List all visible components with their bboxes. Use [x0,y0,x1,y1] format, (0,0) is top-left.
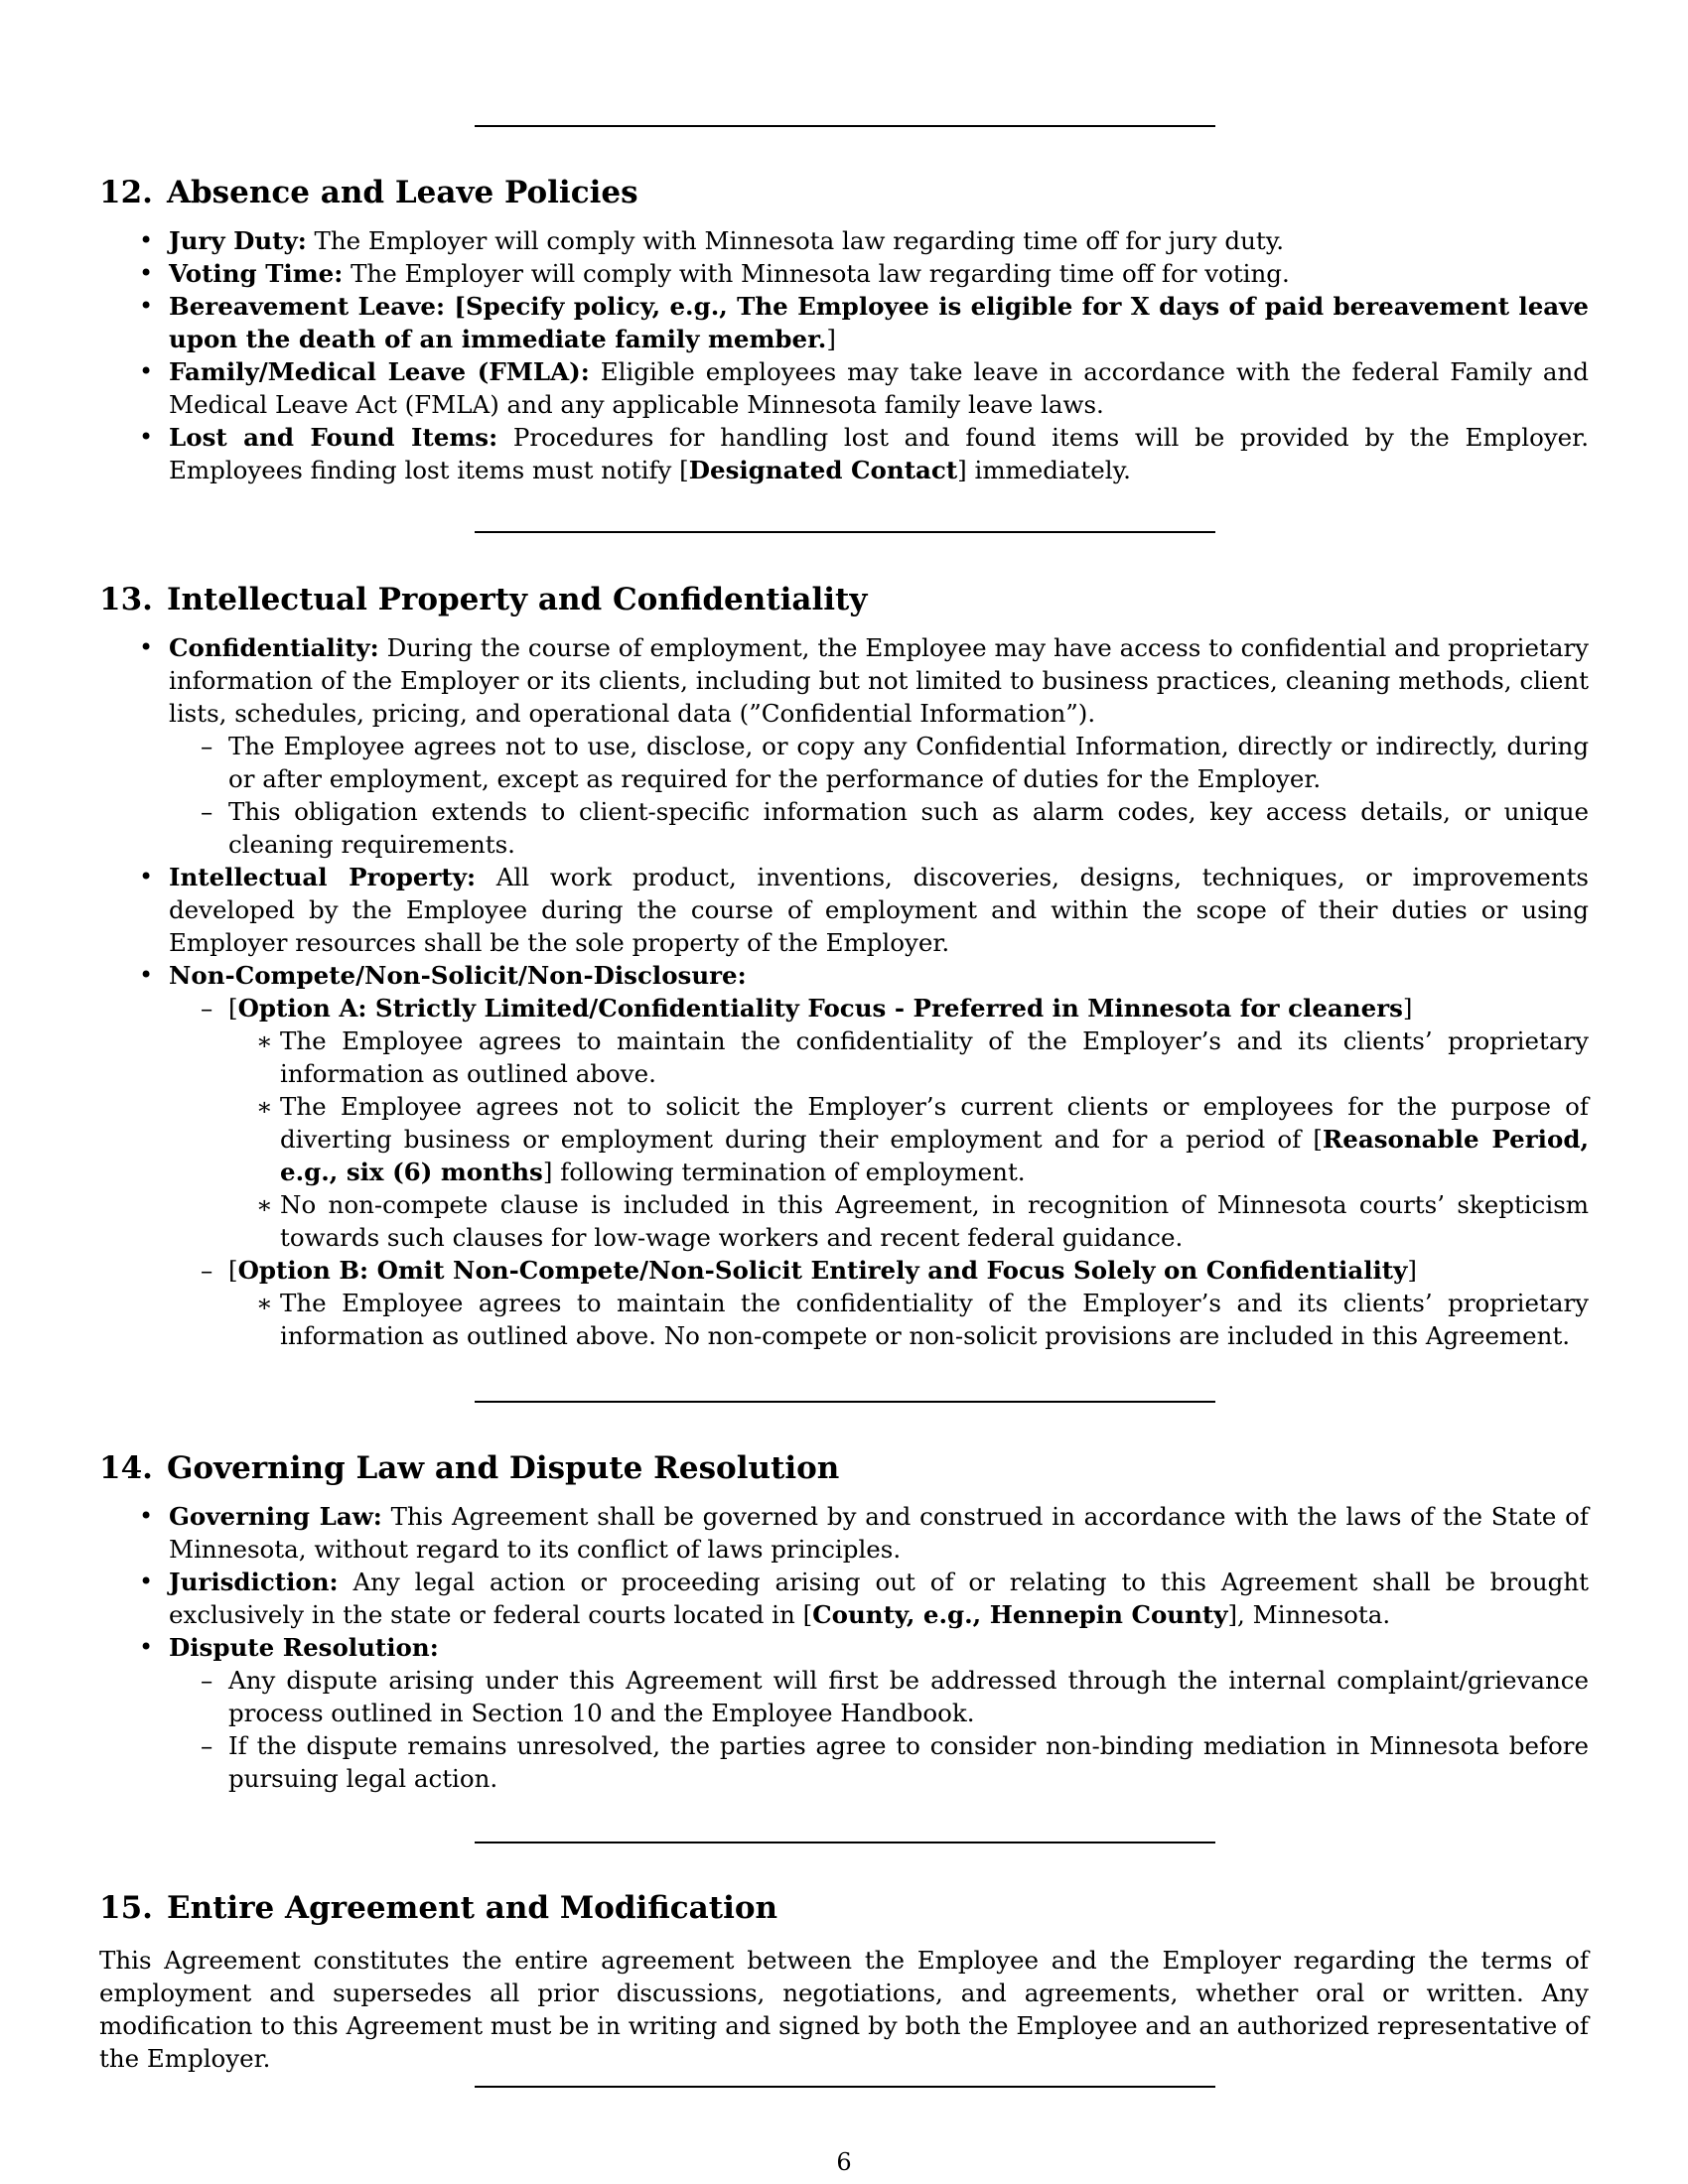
section-heading [99,1448,1589,1488]
placeholder-bold: County, e.g., Hennepin County [812,1600,1228,1629]
star-marker: ∗ [256,1026,273,1055]
item-text: This Agreement shall be governed by and construed in accordance with the laws of the State of Minnesota, without regard to its conflict of laws principles. [169,1502,1589,1564]
item-label: Family/Medical Leave (FMLA): [169,357,590,386]
star-marker: ∗ [256,1289,273,1317]
section-number: 12. [99,175,153,210]
section-14 [99,1448,1589,1795]
item-text: During the course of employment, the Employee may have access to confidential and proprietary information of the Employer or its clients, including but not limited to business practices, cleaning methods, client lists, schedules, pricing, and operational data (”Confidential Information”). [169,633,1589,728]
section-12 [99,173,1589,486]
option-label: Option A: Strictly Limited/Confidentiality Focus - Preferred in Minnesota for cleaners [237,994,1403,1023]
item-text: Procedures for handling lost and found items will be provided by the Employer. Employees finding lost items must notify [ [169,423,1589,484]
dash-marker: – [201,1666,213,1695]
item-label: Governing Law: [169,1502,382,1531]
section-title: Intellectual Property and Confidentiality [166,582,868,617]
divider-rule [475,125,1215,127]
bullet-marker: • [139,1502,154,1530]
list-item [99,1500,1589,1566]
item-label: Lost and Found Items: [169,423,498,452]
bullet-marker: • [139,423,154,451]
placeholder-bold: Reasonable Period, e.g., six (6) months [280,1125,1589,1186]
bullet-list [99,631,1589,1352]
section-number: 15. [99,1890,153,1926]
bullet-marker: • [139,863,154,890]
sub-list-item [169,1729,1589,1795]
bullet-list [99,224,1589,486]
item-text: This obligation extends to client-specific information such as alarm codes, key access details, or unique cleaning requirements. [228,797,1589,859]
item-text: No non-compete clause is included in this Agreement, in recognition of Minnesota courts’ skepticism towards such clauses for low-wage workers and recent federal guidance. [280,1190,1589,1252]
list-item [99,959,1589,1352]
star-marker: ∗ [256,1092,273,1121]
item-label: Intellectual Property: [169,863,476,891]
divider-rule [475,1401,1215,1403]
dash-marker: – [201,1256,213,1285]
section-heading [99,173,1589,212]
sub-sub-list [228,1024,1589,1254]
section-title: Entire Agreement and Modification [166,1890,778,1926]
section-title: Governing Law and Dispute Resolution [166,1450,840,1486]
sub-list [169,730,1589,861]
page-number: 6 [836,2148,852,2176]
item-text: The Employee agrees to maintain the confidentiality of the Employer’s and its clients’ proprietary information as outlined above. No non-compete or non-solicit provisions are included in this Agreement. [280,1289,1589,1350]
list-item [99,224,1589,257]
item-label: Jury Duty: [169,226,307,255]
bracket: [ [228,994,238,1023]
sub-sub-list [228,1287,1589,1352]
item-text: All work product, inventions, discoveries, designs, techniques, or improvements developed by the Employee during the course of employment and within the scope of their duties or using Employer resources shall be the sole property of the Employer. [169,863,1589,957]
item-text: ] following termination of employment. [542,1158,1026,1186]
dash-marker: – [201,732,213,760]
item-label: Jurisdiction: [169,1568,339,1596]
section-heading [99,580,1589,619]
dash-marker: – [201,1731,213,1760]
bullet-marker: • [139,357,154,385]
item-label: Voting Time: [169,259,344,288]
list-item [99,421,1589,486]
section-15 [99,1888,1589,2075]
section-paragraph: This Agreement constitutes the entire agreement between the Employee and the Employer regarding the terms of employment and supersedes all prior discussions, negotiations, and agreements, whether oral or written. Any modification to this Agreement must be in writing and signed by both the Employee and an authorized representative of the Employer. [99,1946,1589,2073]
sub-list-item [169,730,1589,795]
divider-rule [475,2086,1215,2088]
placeholder-bold: Designated Contact [688,456,958,484]
bullet-marker: • [139,633,154,661]
bracket: ] [1407,1256,1417,1285]
item-label: Confidentiality: [169,633,379,662]
divider-rule [475,1842,1215,1843]
list-item [99,257,1589,290]
sub-sub-list-item [228,1090,1589,1188]
bullet-marker: • [139,1568,154,1595]
bullet-marker: • [139,1633,154,1661]
item-text: Any legal action or proceeding arising out of or relating to this Agreement shall be brought exclusively in the state or federal courts located in [ [169,1568,1589,1629]
list-item [99,355,1589,421]
sub-list [169,992,1589,1352]
item-text: The Employee agrees not to use, disclose, or copy any Confidential Information, directly or indirectly, during or after employment, except as required for the performance of duties for the Employer. [228,732,1589,793]
list-item [99,861,1589,959]
item-text: Eligible employees may take leave in accordance with the federal Family and Medical Leave Act (FMLA) and any applicable Minnesota family leave laws. [169,357,1589,419]
item-text: The Employer will comply with Minnesota law regarding time off for jury duty. [306,226,1285,255]
bullet-marker: • [139,961,154,989]
divider-rule [475,531,1215,533]
bullet-marker: • [139,226,154,254]
sub-sub-list-item [228,1024,1589,1090]
sub-list-item [169,992,1589,1254]
bracket: ] [1402,994,1413,1023]
item-text: ] immediately. [957,456,1131,484]
sub-list-item [169,1254,1589,1352]
sub-list [169,1664,1589,1795]
item-text: Any dispute arising under this Agreement will first be addressed through the internal complaint/grievance process outlined in Section 10 and the Employee Handbook. [228,1666,1589,1727]
list-item [99,631,1589,861]
section-title: Absence and Leave Policies [166,175,638,210]
sub-list-item [169,1664,1589,1729]
sub-sub-list-item [228,1287,1589,1352]
dash-marker: – [201,994,213,1023]
item-text: The Employee agrees not to solicit the Employer’s current clients or employees for the purpose of diverting business or employment during their employment and for a period of [ [280,1092,1589,1154]
sub-list-item [169,795,1589,861]
item-label: Non-Compete/Non-Solicit/Non-Disclosure: [169,961,747,990]
item-text: ], Minnesota. [1227,1600,1391,1629]
bracket: [ [228,1256,238,1285]
dash-marker: – [201,797,213,826]
bullet-marker: • [139,292,154,320]
item-text: If the dispute remains unresolved, the parties agree to consider non-binding mediation in Minnesota before pursuing legal action. [228,1731,1589,1793]
section-number: 14. [99,1450,153,1486]
item-label: Bereavement Leave: [Specify policy, e.g., The Employee is eligible for X days of paid bereavement leave upon the death of an immediate family member. [169,292,1589,353]
option-label: Option B: Omit Non-Compete/Non-Solicit Entirely and Focus Solely on Confidentiality [237,1256,1408,1285]
section-13 [99,580,1589,1352]
item-text: The Employee agrees to maintain the confidentiality of the Employer’s and its clients’ proprietary information as outlined above. [280,1026,1589,1088]
item-text: ] [826,325,836,353]
star-marker: ∗ [256,1190,273,1219]
list-item [99,1631,1589,1795]
list-item [99,290,1589,355]
bullet-marker: • [139,259,154,287]
section-number: 13. [99,582,153,617]
section-heading [99,1888,1589,1928]
list-item [99,1566,1589,1631]
bullet-list [99,1500,1589,1795]
sub-sub-list-item [228,1188,1589,1254]
item-label: Dispute Resolution: [169,1633,439,1662]
item-text: The Employer will comply with Minnesota law regarding time off for voting. [343,259,1290,288]
